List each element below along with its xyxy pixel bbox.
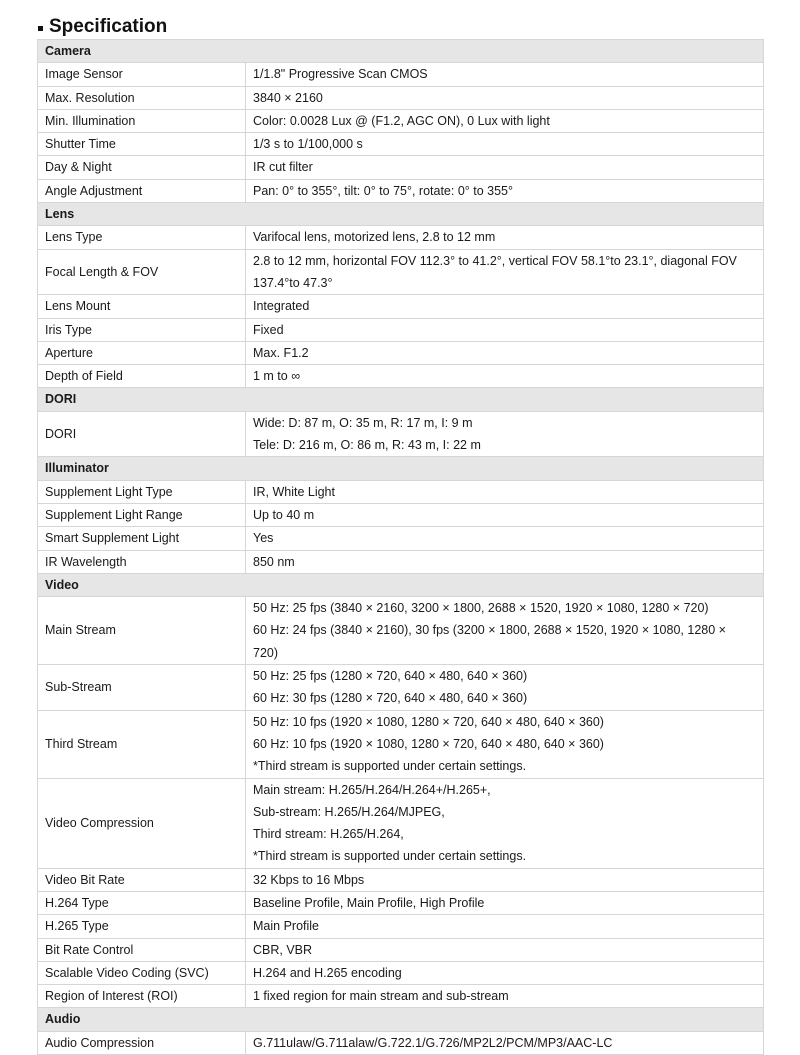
section-header-illuminator <box>38 457 764 480</box>
spec-value <box>246 86 764 109</box>
spec-value-line: 60 Hz: 30 fps (1280 × 720, 640 × 480, 640 × 360) <box>253 691 528 706</box>
spec-value <box>246 891 764 914</box>
table-row <box>38 527 764 550</box>
section-header-video <box>38 573 764 596</box>
spec-value <box>246 527 764 550</box>
table-row <box>38 179 764 202</box>
spec-label: Audio Compression <box>38 1031 246 1054</box>
spec-value-line: IR, White Light <box>253 484 335 499</box>
spec-value <box>246 503 764 526</box>
spec-label: Smart Supplement Light <box>38 527 246 550</box>
table-row <box>38 597 764 665</box>
table-row <box>38 341 764 364</box>
spec-value <box>246 226 764 249</box>
spec-value <box>246 295 764 318</box>
spec-value-line: 50 Hz: 25 fps (3840 × 2160, 3200 × 1800, 2688 × 1520, 1920 × 1080, 1280 × 720) <box>253 601 709 616</box>
table-row <box>38 480 764 503</box>
table-row <box>38 985 764 1008</box>
spec-value <box>246 1031 764 1054</box>
table-row <box>38 63 764 86</box>
spec-value-line: 720) <box>253 645 279 660</box>
spec-value-line: CBR, VBR <box>253 942 313 957</box>
spec-value-line: *Third stream is supported under certain settings. <box>253 849 527 864</box>
spec-label: Lens Mount <box>38 295 246 318</box>
bullet-icon <box>38 26 43 31</box>
spec-value <box>246 133 764 156</box>
spec-label: Image Sensor <box>38 63 246 86</box>
spec-label: DORI <box>38 411 246 457</box>
spec-label: Third Stream <box>38 710 246 778</box>
spec-table-body <box>38 40 764 1055</box>
spec-label: Focal Length & FOV <box>38 249 246 295</box>
spec-label: Angle Adjustment <box>38 179 246 202</box>
table-row <box>38 665 764 711</box>
table-row <box>38 710 764 778</box>
spec-value-line: Yes <box>253 531 274 546</box>
spec-value-line: Max. F1.2 <box>253 345 309 360</box>
spec-value <box>246 710 764 778</box>
spec-value-line: 1/1.8" Progressive Scan CMOS <box>253 67 428 82</box>
spec-label: Day & Night <box>38 156 246 179</box>
spec-value <box>246 985 764 1008</box>
section-title: Camera <box>38 40 764 63</box>
table-row <box>38 226 764 249</box>
table-row <box>38 778 764 868</box>
spec-label: Shutter Time <box>38 133 246 156</box>
table-row <box>38 915 764 938</box>
spec-value <box>246 868 764 891</box>
spec-label: Depth of Field <box>38 365 246 388</box>
spec-value-line: Main stream: H.265/H.264/H.264+/H.265+, <box>253 782 491 797</box>
table-row <box>38 961 764 984</box>
spec-value-line: 3840 × 2160 <box>253 90 323 105</box>
spec-value <box>246 179 764 202</box>
spec-value-line: Wide: D: 87 m, O: 35 m, R: 17 m, I: 9 m <box>253 415 473 430</box>
table-row <box>38 318 764 341</box>
table-row <box>38 1031 764 1054</box>
section-title: Video <box>38 573 764 596</box>
spec-value-line: *Third stream is supported under certain settings. <box>253 759 527 774</box>
spec-value-line: 50 Hz: 25 fps (1280 × 720, 640 × 480, 640 × 360) <box>253 669 528 684</box>
spec-value-line: 1/3 s to 1/100,000 s <box>253 137 363 152</box>
spec-label: Supplement Light Range <box>38 503 246 526</box>
spec-value-line: 2.8 to 12 mm, horizontal FOV 112.3° to 41.2°, vertical FOV 58.1°to 23.1°, diagonal FOV <box>253 253 737 268</box>
spec-value-line: IR cut filter <box>253 160 313 175</box>
spec-value-line: Third stream: H.265/H.264, <box>253 827 404 842</box>
spec-value-line: Integrated <box>253 299 310 314</box>
spec-value <box>246 778 764 868</box>
spec-value-line: Tele: D: 216 m, O: 86 m, R: 43 m, I: 22 m <box>253 438 481 453</box>
section-title: DORI <box>38 388 764 411</box>
spec-value <box>246 156 764 179</box>
spec-label: Bit Rate Control <box>38 938 246 961</box>
spec-label: Supplement Light Type <box>38 480 246 503</box>
section-title: Illuminator <box>38 457 764 480</box>
table-row <box>38 868 764 891</box>
spec-value <box>246 63 764 86</box>
spec-value <box>246 597 764 665</box>
spec-value <box>246 411 764 457</box>
spec-label: Min. Illumination <box>38 109 246 132</box>
table-row <box>38 365 764 388</box>
section-header-camera <box>38 40 764 63</box>
spec-label: Video Bit Rate <box>38 868 246 891</box>
spec-label: Scalable Video Coding (SVC) <box>38 961 246 984</box>
spec-label: Iris Type <box>38 318 246 341</box>
spec-value <box>246 249 764 295</box>
spec-value-line: Up to 40 m <box>253 507 315 522</box>
spec-label: Region of Interest (ROI) <box>38 985 246 1008</box>
section-header-dori <box>38 388 764 411</box>
table-row <box>38 249 764 295</box>
spec-value-line: Fixed <box>253 322 284 337</box>
spec-value-line: 850 nm <box>253 554 295 569</box>
spec-value <box>246 480 764 503</box>
spec-label: Sub-Stream <box>38 665 246 711</box>
page-title-text: Specification <box>49 16 168 37</box>
table-row <box>38 503 764 526</box>
spec-value <box>246 550 764 573</box>
spec-value-line: 60 Hz: 10 fps (1920 × 1080, 1280 × 720, 640 × 480, 640 × 360) <box>253 736 604 751</box>
table-row <box>38 133 764 156</box>
spec-value-line: Varifocal lens, motorized lens, 2.8 to 12 mm <box>253 230 496 245</box>
table-row <box>38 109 764 132</box>
table-row <box>38 891 764 914</box>
spec-value <box>246 915 764 938</box>
spec-label: Max. Resolution <box>38 86 246 109</box>
spec-value-line: H.264 and H.265 encoding <box>253 965 402 980</box>
table-row <box>38 938 764 961</box>
table-row <box>38 411 764 457</box>
spec-value <box>246 365 764 388</box>
spec-value <box>246 961 764 984</box>
table-row <box>38 550 764 573</box>
spec-value <box>246 109 764 132</box>
table-row <box>38 86 764 109</box>
spec-label: IR Wavelength <box>38 550 246 573</box>
section-header-lens <box>38 203 764 226</box>
spec-value <box>246 665 764 711</box>
spec-value-line: Baseline Profile, Main Profile, High Profile <box>253 895 485 910</box>
table-row <box>38 295 764 318</box>
spec-value-line: 50 Hz: 10 fps (1920 × 1080, 1280 × 720, 640 × 480, 640 × 360) <box>253 714 604 729</box>
spec-value-line: Sub-stream: H.265/H.264/MJPEG, <box>253 804 445 819</box>
section-title: Audio <box>38 1008 764 1031</box>
section-header-audio <box>38 1008 764 1031</box>
spec-value-line: Pan: 0° to 355°, tilt: 0° to 75°, rotate: 0° to 355° <box>253 183 514 198</box>
spec-value-line: Main Profile <box>253 919 319 934</box>
spec-value-line: G.711ulaw/G.711alaw/G.722.1/G.726/MP2L2/PCM/MP3/AAC-LC <box>253 1035 613 1050</box>
spec-value-line: 1 m to ∞ <box>253 369 301 384</box>
spec-value <box>246 318 764 341</box>
spec-label: Lens Type <box>38 226 246 249</box>
spec-value-line: 137.4°to 47.3° <box>253 275 333 290</box>
spec-label: H.264 Type <box>38 891 246 914</box>
table-row <box>38 156 764 179</box>
section-title: Lens <box>38 203 764 226</box>
spec-value-line: 1 fixed region for main stream and sub-stream <box>253 989 509 1004</box>
spec-label: H.265 Type <box>38 915 246 938</box>
spec-label: Aperture <box>38 341 246 364</box>
spec-value <box>246 341 764 364</box>
spec-label: Main Stream <box>38 597 246 665</box>
spec-value-line: Color: 0.0028 Lux @ (F1.2, AGC ON), 0 Lux with light <box>253 113 550 128</box>
spec-value-line: 60 Hz: 24 fps (3840 × 2160), 30 fps (3200 × 1800, 2688 × 1520, 1920 × 1080, 1280 × <box>253 623 726 638</box>
spec-label: Video Compression <box>38 778 246 868</box>
spec-value <box>246 938 764 961</box>
page-title <box>38 14 167 40</box>
spec-value-line: 32 Kbps to 16 Mbps <box>253 872 365 887</box>
spec-table <box>37 39 764 1055</box>
